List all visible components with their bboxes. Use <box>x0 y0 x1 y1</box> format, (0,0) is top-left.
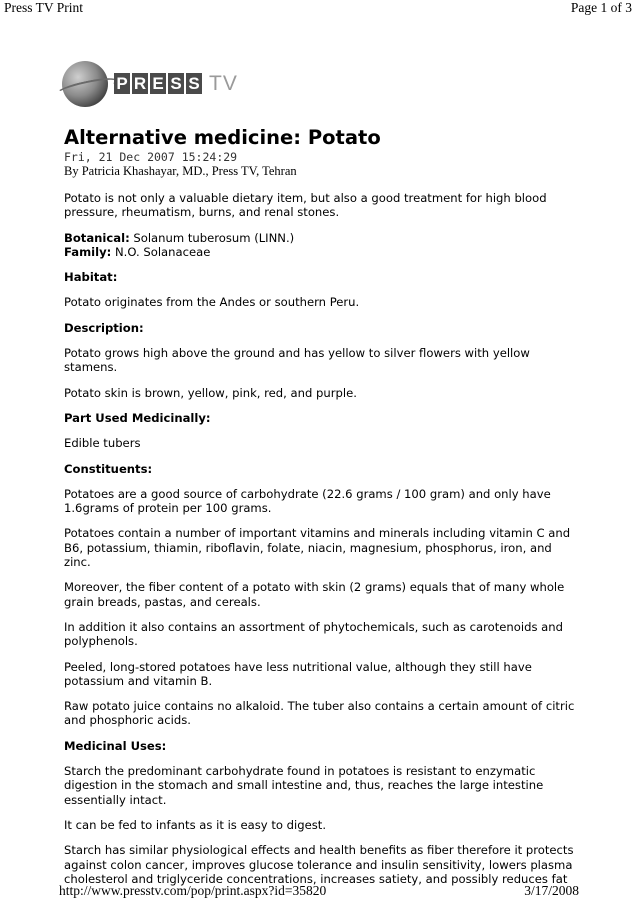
medicinal-heading: Medicinal Uses: <box>64 738 167 753</box>
habitat-heading: Habitat: <box>64 270 118 285</box>
part-used-heading: Part Used Medicinally: <box>64 410 211 425</box>
habitat-paragraph: Potato originates from the Andes or southern Peru. <box>64 295 360 310</box>
description-paragraph: Potato grows high above the ground and has yellow to silver flowers with yellow stamens. <box>64 346 530 375</box>
constituents-paragraph: Raw potato juice contains no alkaloid. The tuber also contains a certain amount of citric and phosphoric acids. <box>64 699 575 728</box>
constituents-paragraph: Peeled, long-stored potatoes have less nutritional value, although they still have potassium and vitamin B. <box>64 659 532 688</box>
constituents-paragraph: Potatoes are a good source of carbohydrate (22.6 grams / 100 gram) and only have 1.6grams of protein per 100 grams. <box>64 486 551 516</box>
print-footer-date: 3/17/2008 <box>524 883 579 898</box>
family-value: N.O. Solanaceae <box>111 244 211 259</box>
family-label: Family: <box>64 244 112 259</box>
constituents-paragraph: Potatoes contain a number of important vitamins and minerals including vitamin C and B6, potassium, thiamin, riboflavin, folate, niacin, magnesium, phosphorus, iron, and zinc. <box>64 526 571 570</box>
intro-paragraph: Potato is not only a valuable dietary item, but also a good treatment for high blood pressure, rheumatism, burns, and renal stones. <box>64 191 547 220</box>
medicinal-paragraph: It can be fed to infants as it is easy to digest. <box>64 817 327 832</box>
logo-letter: S <box>168 73 184 94</box>
constituents-paragraph: In addition it also contains an assortment of phytochemicals, such as carotenoids and polyphenols. <box>64 619 563 649</box>
print-header-title: Press TV Print <box>4 0 84 15</box>
logo-letter: P <box>114 73 130 94</box>
article-title: Alternative medicine: Potato <box>64 126 381 149</box>
botanical-value: Solanum tuberosum (LINN.) <box>129 230 295 245</box>
logo-letter: R <box>133 74 147 93</box>
description-heading: Description: <box>64 320 144 335</box>
constituents-heading: Constituents: <box>64 461 153 476</box>
print-header-page-number: Page 1 of 3 <box>570 0 632 15</box>
article-date: Fri, 21 Dec 2007 15:24:29 <box>64 150 238 164</box>
globe-icon <box>62 61 108 107</box>
medicinal-paragraph: Starch has similar physiological effects and health benefits as fiber therefore it protects against colon cancer, improves glucose tolerance and insulin sensitivity, lowers plasma cholesterol and triglyceride concentrations, increases satiety, and possibly reduces fat <box>64 843 574 886</box>
print-footer-url: http://www.presstv.com/pop/print.aspx?id=35820 <box>59 883 327 898</box>
description-paragraph: Potato skin is brown, yellow, pink, red, and purple. <box>64 385 357 400</box>
logo-press-text <box>114 73 202 94</box>
article-byline: By Patricia Khashayar, MD., Press TV, Tehran <box>64 164 297 178</box>
press-tv-logo <box>62 61 262 109</box>
part-used-paragraph: Edible tubers <box>64 436 141 451</box>
botanical-label: Botanical: <box>64 230 130 245</box>
botanical-family-block <box>64 231 576 260</box>
logo-letter: S <box>186 73 202 94</box>
constituents-paragraph: Moreover, the fiber content of a potato with skin (2 grams) equals that of many whole grain breads, pastas, and cereals. <box>64 580 565 609</box>
article <box>64 126 576 897</box>
logo-tv-text: TV <box>209 72 238 95</box>
logo-letter: E <box>150 73 166 94</box>
medicinal-paragraph: Starch the predominant carbohydrate found in potatoes is resistant to enzymatic digestion in the stomach and small intestine and, thus, reaches the large intestine essentially intact. <box>64 764 544 807</box>
